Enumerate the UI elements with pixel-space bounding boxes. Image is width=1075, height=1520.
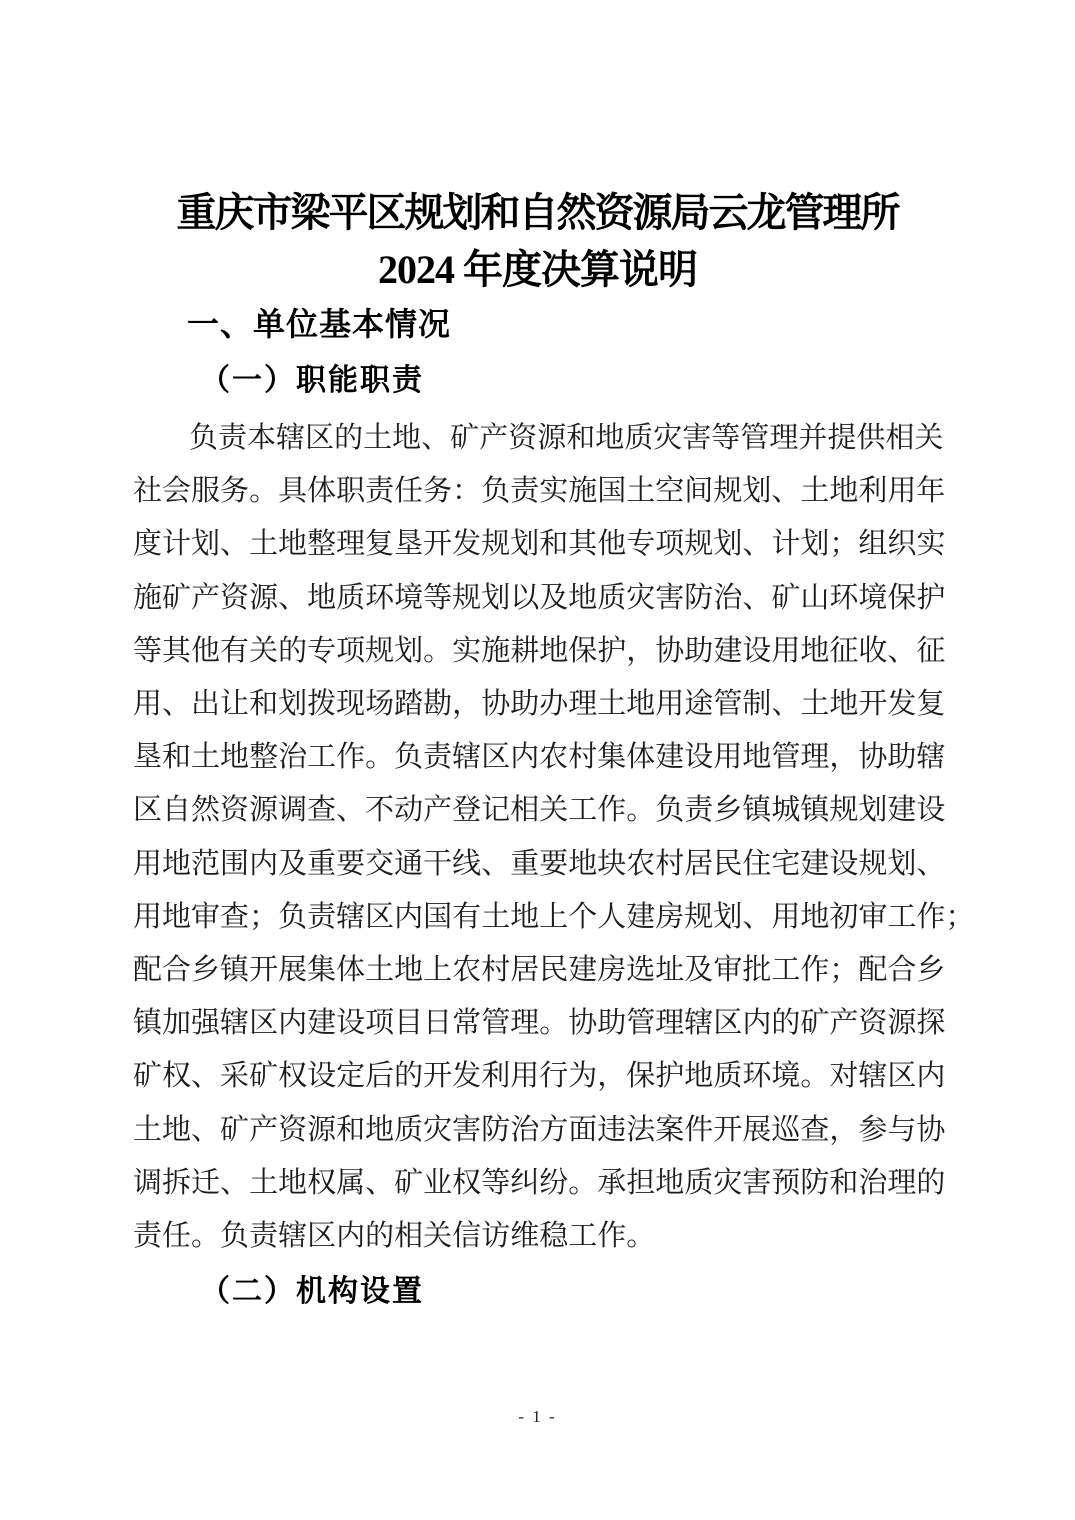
paragraph-line: 负 责 本 辖 区 的 土 地 、 矿 产 资 源 和 地 质 灾 害 等 管 理 并 提 供 相 关	[189, 422, 944, 455]
document-title-line1: 重庆市梁平区规划和自然资源局云龙管理所	[176, 190, 899, 235]
paragraph-line: 矿 权 、 采 矿 权 设 定 后 的 开 发 利 用 行 为 ， 保 护 地 质 环 境 。 对 辖 区 内	[133, 1060, 946, 1093]
paragraph-line: 用 地 范 围 内 及 重 要 交 通 干 线 、 重 要 地 块 农 村 居 民 住 宅 建 设 规 划 、	[133, 847, 946, 880]
subsection-heading-organization: （二）机构设置	[200, 1275, 424, 1308]
paragraph-line: 度 计 划 、 土 地 整 理 复 垦 开 发 规 划 和 其 他 专 项 规 划 、 计 划 ； 组 织 实	[133, 528, 946, 561]
subsection-heading-duties: （一）职能职责	[200, 364, 424, 397]
paragraph-line: 区 自 然 资 源 调 查 、 不 动 产 登 记 相 关 工 作 。 负 责 乡 镇 城 镇 规 划 建 设	[133, 794, 946, 827]
paragraph-duties	[133, 409, 975, 1260]
paragraph-line: 调 拆 迁 、 土 地 权 属 、 矿 业 权 等 纠 纷 。 承 担 地 质 灾 害 预 防 和 治 理 的	[133, 1166, 946, 1199]
page-number: - 1 -	[518, 1407, 557, 1426]
paragraph-line: 镇 加 强 辖 区 内 建 设 项 目 日 常 管 理 。 协 助 管 理 辖 区 内 的 矿 产 资 源 探	[133, 1007, 946, 1040]
document-title-line2: 2024 年度决算说明	[378, 247, 697, 292]
paragraph-line: 配 合 乡 镇 开 展 集 体 土 地 上 农 村 居 民 建 房 选 址 及 审 批 工 作 ； 配 合 乡	[133, 953, 946, 986]
paragraph-line: 等 其 他 有 关 的 专 项 规 划 。 实 施 耕 地 保 护 ， 协 助 建 设 用 地 征 收 、 征	[133, 634, 946, 667]
paragraph-line: 用 地 审 查 ； 负 责 辖 区 内 国 有 土 地 上 个 人 建 房 规 划 、 用 地 初 审 工 作 ；	[133, 900, 975, 933]
paragraph-line: 垦 和 土 地 整 治 工 作 。 负 责 辖 区 内 农 村 集 体 建 设 用 地 管 理 ， 协 助 辖	[133, 741, 946, 774]
paragraph-line: 用 、 出 让 和 划 拨 现 场 踏 勘 ， 协 助 办 理 土 地 用 途 管 制 、 土 地 开 发 复	[133, 688, 946, 721]
section-heading-basic-info: 一、单位基本情况	[187, 306, 452, 342]
paragraph-line: 社 会 服 务 。 具 体 职 责 任 务 ： 负 责 实 施 国 土 空 间 规 划 、 土 地 利 用 年	[133, 475, 946, 508]
paragraph-line: 土 地 、 矿 产 资 源 和 地 质 灾 害 防 治 方 面 违 法 案 件 开 展 巡 查 ， 参 与 协	[133, 1113, 946, 1146]
paragraph-line: 施 矿 产 资 源 、 地 质 环 境 等 规 划 以 及 地 质 灾 害 防 治 、 矿 山 环 境 保 护	[133, 581, 946, 614]
paragraph-line: 责 任 。 负 责 辖 区 内 的 相 关 信 访 维 稳 工 作 。	[133, 1219, 656, 1252]
